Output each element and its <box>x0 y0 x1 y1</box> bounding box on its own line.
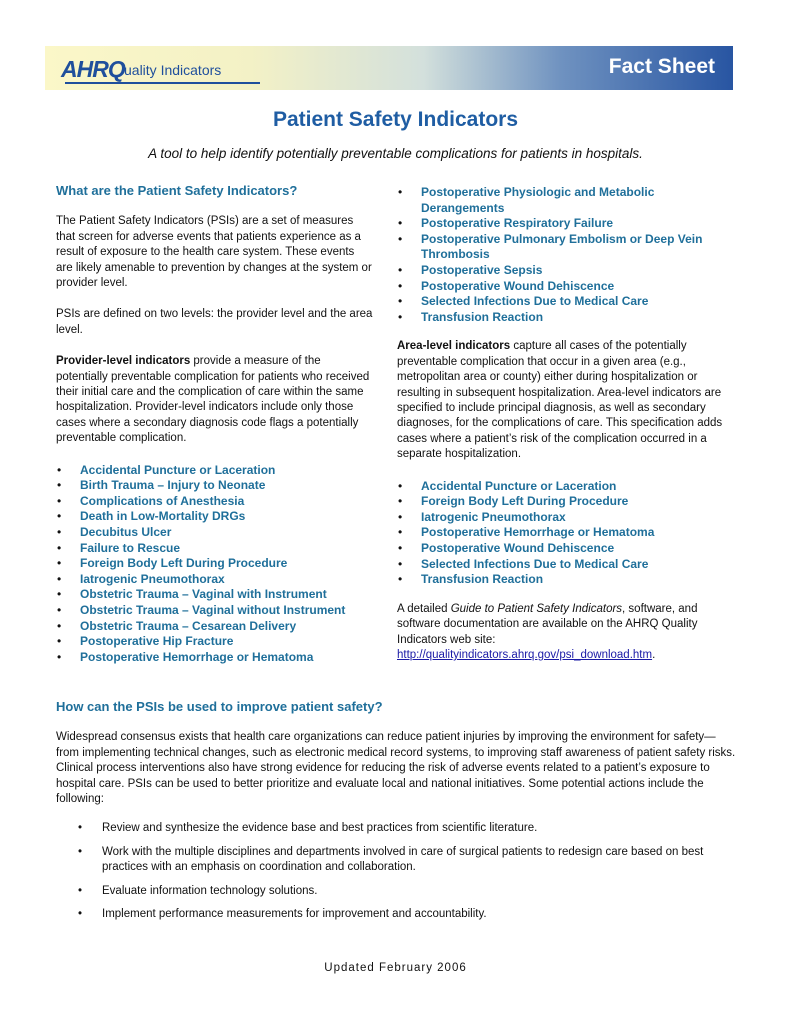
improve-heading: How can the PSIs be used to improve patient safety? <box>56 699 383 714</box>
list-item: • Postoperative Pulmonary Embolism or Deep Vein Thrombosis <box>397 232 723 263</box>
list-item: • Postoperative Hip Fracture <box>56 634 374 650</box>
list-item: • Obstetric Trauma – Cesarean Delivery <box>56 619 374 635</box>
list-item: • Postoperative Respiratory Failure <box>397 216 723 232</box>
left-column <box>56 183 374 665</box>
area-level-term: Area-level indicators <box>397 340 511 353</box>
list-item: • Postoperative Hemorrhage or Hematoma <box>397 525 723 541</box>
list-item: • Transfusion Reaction <box>397 310 723 326</box>
psi-download-link[interactable]: http://qualityindicators.ahrq.gov/psi_download.htm <box>397 648 653 661</box>
list-item: • Accidental Puncture or Laceration <box>397 479 723 495</box>
logo-underline <box>65 82 260 84</box>
provider-level-paragraph <box>56 354 374 446</box>
intro-paragraph: The Patient Safety Indicators (PSIs) are a set of measures that screen for adverse events that patients experience as a result of exposure to the health care system. These events are likely amenable to prevention by changes at the system or provider level. <box>56 215 372 290</box>
provider-level-term: Provider-level indicators <box>56 355 191 368</box>
list-item: • Work with the multiple disciplines and departments involved in care of surgical patients to redesign care based on best practices with an emphasis on coordination and collaboration. <box>56 845 736 876</box>
guide-post: , software, and software documentation are available on the AHRQ Quality Indicators web site: <box>397 602 698 646</box>
list-item: • Failure to Rescue <box>56 541 374 557</box>
list-item: • Accidental Puncture or Laceration <box>56 463 374 479</box>
area-indicator-list <box>397 479 723 588</box>
page-title: Patient Safety Indicators <box>272 108 519 131</box>
improve-paragraph: Widespread consensus exists that health care organizations can reduce patient injuries by improving the environment for safety—from implementing technical changes, such as electronic medical record systems, to improving staff awareness of patient safety risks. Clinical process interventions also have strong evidence for reducing the risk of adverse events related to a patient’s exposure to hospital care. PSIs can be used to better prioritize and evaluate local and national initiatives. Some potential actions include the following: <box>56 731 736 806</box>
provider-indicator-list <box>56 463 374 666</box>
guide-title: Guide to Patient Safety Indicators <box>450 602 623 615</box>
provider-level-text: provide a measure of the potentially preventable complication for patients who received their initial care and the complication of care within the same hospitalization. Provider-level indicators include only those cases where a secondary diagnosis code flags a potentially preventable complication. <box>56 355 370 445</box>
list-item: • Decubitus Ulcer <box>56 525 374 541</box>
actions-list <box>56 821 736 922</box>
list-item: • Iatrogenic Pneumothorax <box>56 572 374 588</box>
list-item: • Selected Infections Due to Medical Care <box>397 557 723 573</box>
list-item: • Death in Low-Mortality DRGs <box>56 509 374 525</box>
list-item: • Birth Trauma – Injury to Neonate <box>56 478 374 494</box>
header-banner <box>45 46 733 90</box>
list-item: • Transfusion Reaction <box>397 572 723 588</box>
list-item: • Iatrogenic Pneumothorax <box>397 510 723 526</box>
levels-paragraph: PSIs are defined on two levels: the provider level and the area level. <box>56 308 373 336</box>
improve-section <box>56 699 736 922</box>
list-item: • Postoperative Wound Dehiscence <box>397 279 723 295</box>
list-item: • Complications of Anesthesia <box>56 494 374 510</box>
right-column <box>397 185 723 663</box>
footer-updated: Updated February 2006 <box>324 962 467 974</box>
list-item: • Evaluate information technology solutions. <box>56 884 736 899</box>
fact-sheet-label: Fact Sheet <box>608 55 715 78</box>
list-item: • Foreign Body Left During Procedure <box>397 494 723 510</box>
list-item: • Obstetric Trauma – Vaginal without Instrument <box>56 603 374 619</box>
logo-ahrq-text: AHRQ <box>61 56 125 82</box>
page-subtitle: A tool to help identify potentially preventable complications for patients in hospitals. <box>148 146 643 161</box>
guide-paragraph <box>397 602 723 664</box>
list-item: • Postoperative Hemorrhage or Hematoma <box>56 650 374 666</box>
provider-indicator-list-continued <box>397 185 723 325</box>
guide-pre: A detailed <box>397 602 451 615</box>
what-are-psis-heading: What are the Patient Safety Indicators? <box>56 183 298 198</box>
guide-end: . <box>652 648 656 661</box>
list-item: • Postoperative Sepsis <box>397 263 723 279</box>
area-level-paragraph <box>397 339 723 462</box>
list-item: • Obstetric Trauma – Vaginal with Instrument <box>56 587 374 603</box>
list-item: • Postoperative Wound Dehiscence <box>397 541 723 557</box>
list-item: • Selected Infections Due to Medical Care <box>397 294 723 310</box>
list-item: • Implement performance measurements for improvement and accountability. <box>56 907 736 922</box>
logo-quality-indicators-text: uality Indicators <box>124 62 222 78</box>
list-item: • Review and synthesize the evidence base and best practices from scientific literature. <box>56 821 736 836</box>
list-item: • Postoperative Physiologic and Metabolic Derangements <box>397 185 723 216</box>
list-item: • Foreign Body Left During Procedure <box>56 556 374 572</box>
area-level-text: capture all cases of the potentially preventable complication that occur in a given area (e.g., metropolitan area or county) either during hospitalization or resulting in subsequent hospitalization. Area-level indicators are specified to include principal diagnosis, as well as secondary diagnoses, for the complications of care. This specification adds cases where a patient’s risk of the complication occurred in a separate hospitalization. <box>397 340 723 461</box>
